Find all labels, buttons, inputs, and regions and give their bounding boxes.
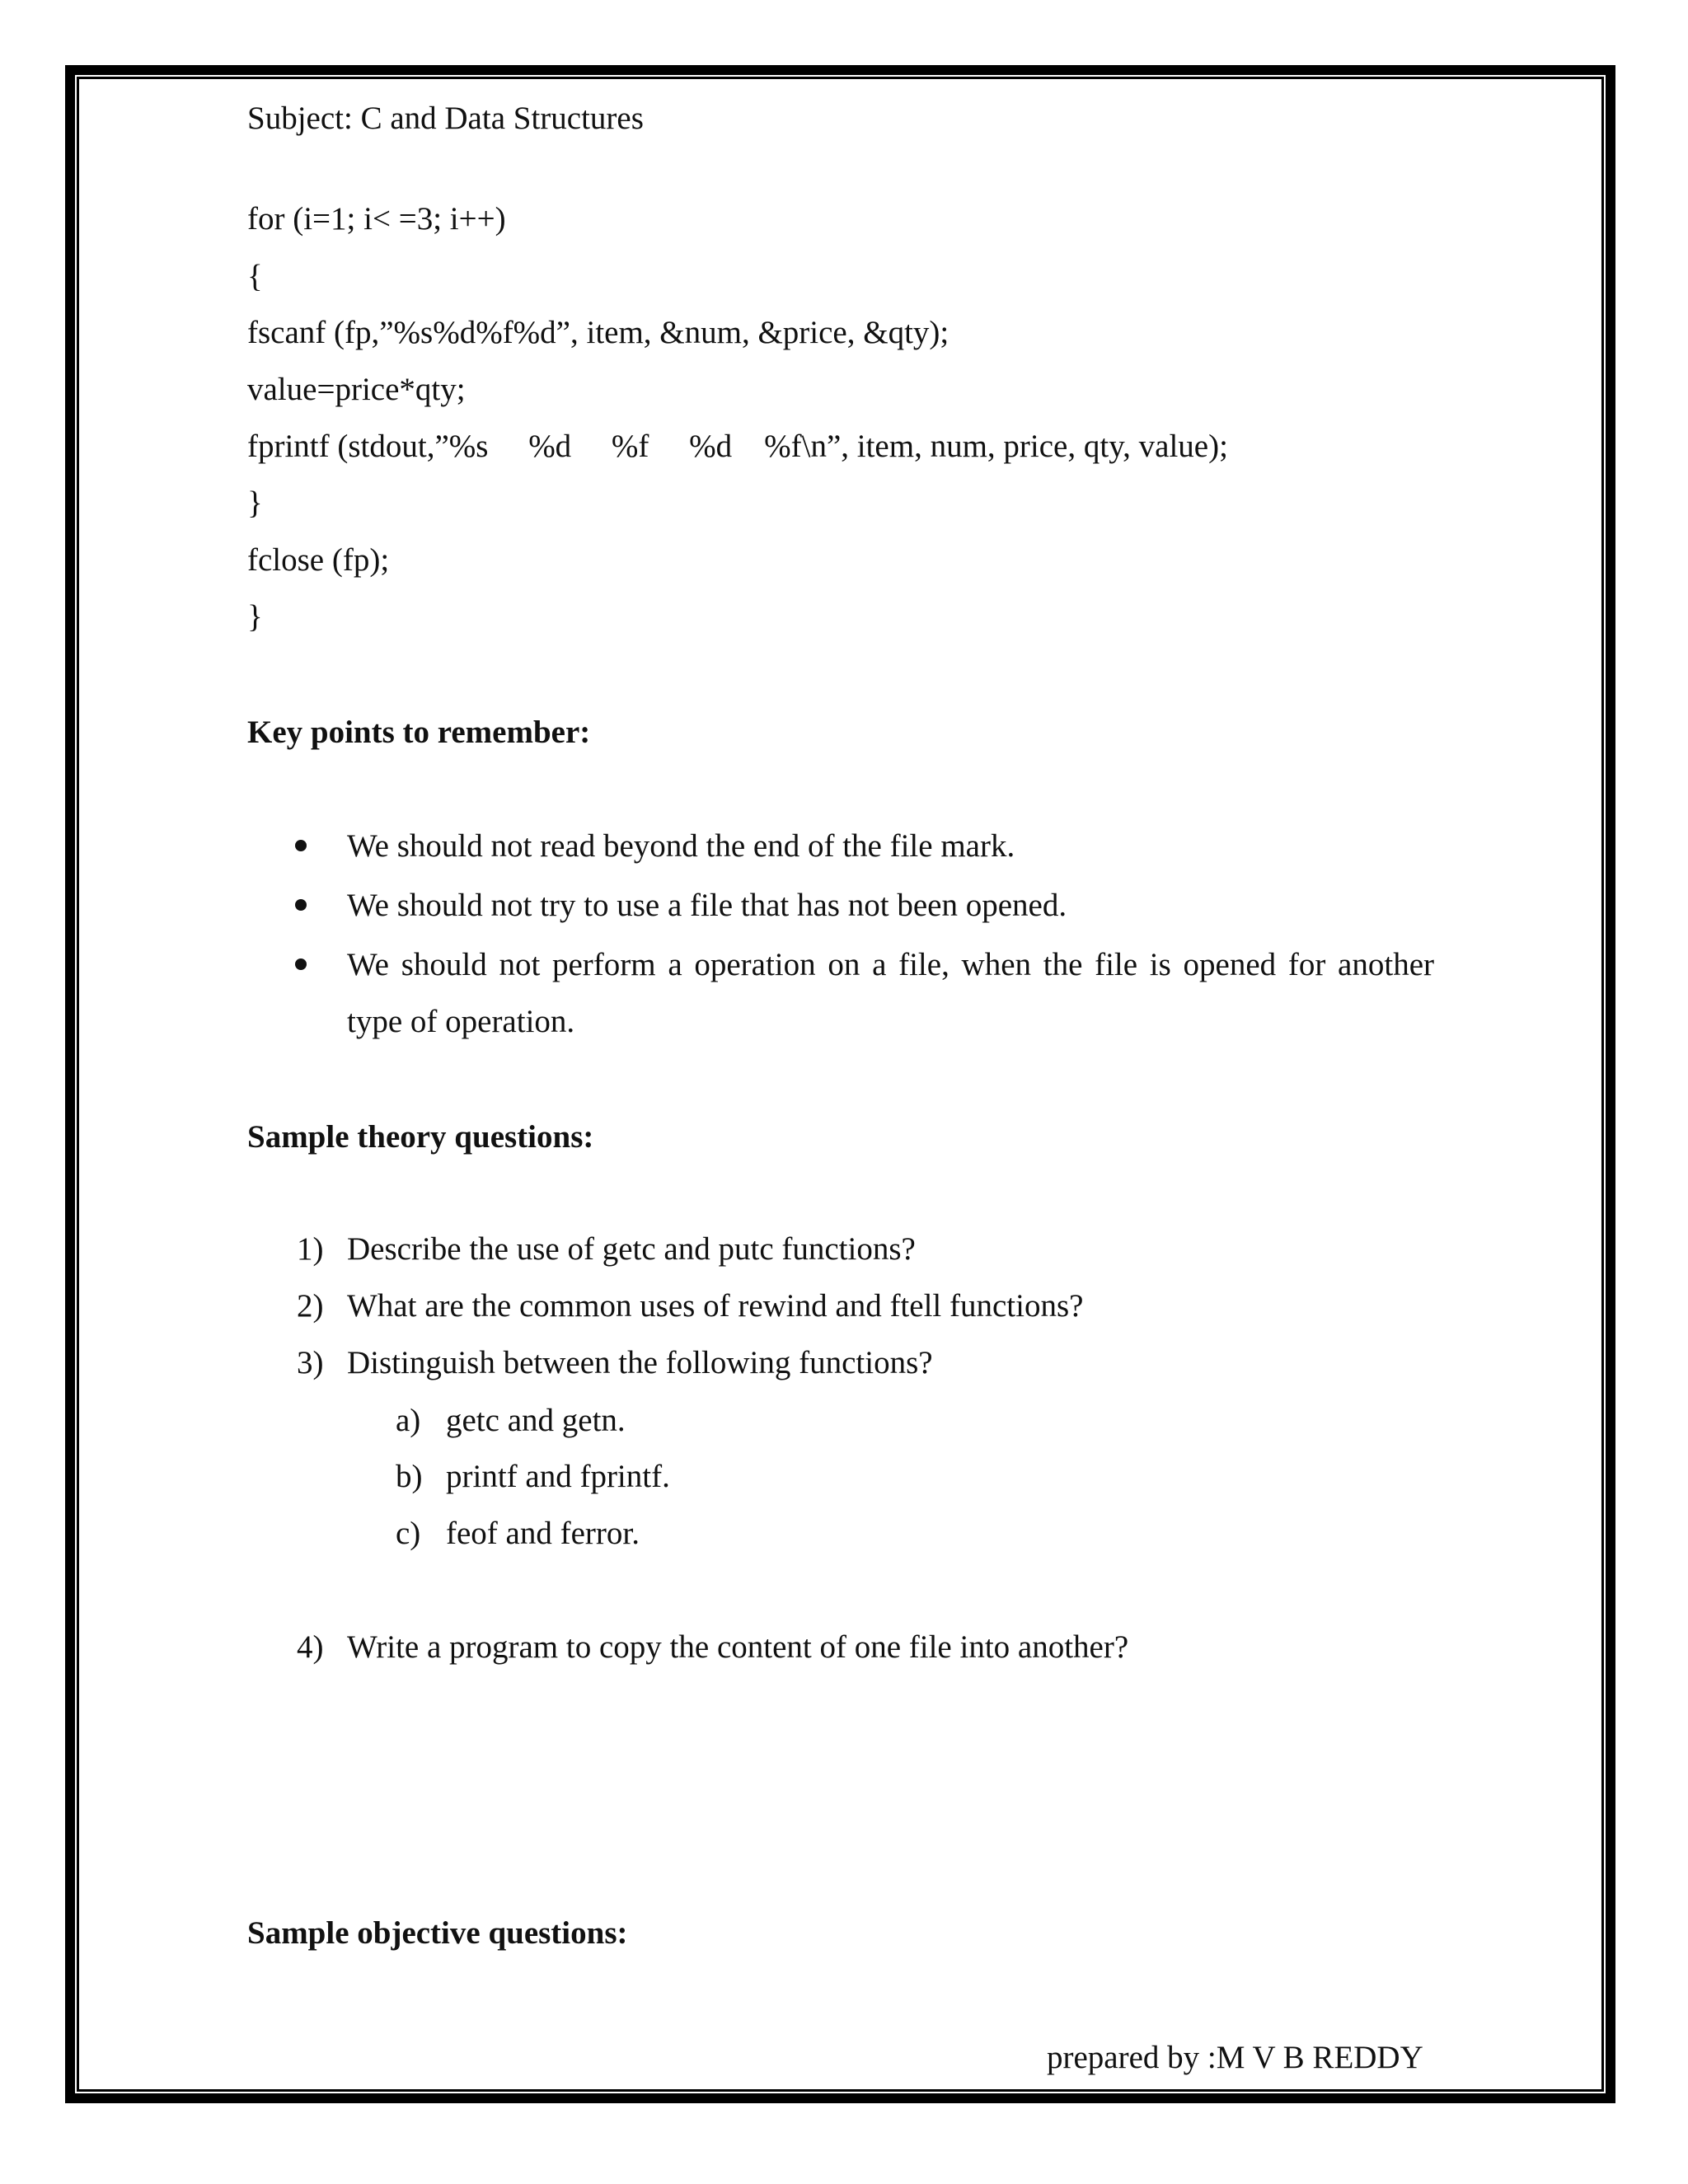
code-line: fprintf (stdout,”%s %d %f %d %f\n”, item, num, price, qty, value); xyxy=(247,429,1228,464)
question-number: 3) xyxy=(297,1345,324,1380)
code-line: fscanf (fp,”%s%d%f%d”, item, &num, &price, &qty); xyxy=(247,315,950,350)
bullet-icon xyxy=(295,840,307,851)
list-item: We should not read beyond the end of the file mark. xyxy=(347,828,1015,864)
list-item: We should not perform a operation on a file, when the file is opened for another xyxy=(347,947,1434,982)
code-line: { xyxy=(247,259,263,294)
bullet-icon xyxy=(295,958,307,970)
theory-heading: Sample theory questions: xyxy=(247,1119,594,1155)
question-text: What are the common uses of rewind and ftell functions? xyxy=(347,1288,1084,1324)
bullet-icon xyxy=(295,899,307,911)
subject-header: Subject: C and Data Structures xyxy=(247,101,644,136)
code-line: value=price*qty; xyxy=(247,372,466,407)
sub-item-text: getc and getn. xyxy=(446,1403,626,1438)
list-item-continuation: type of operation. xyxy=(347,1004,575,1039)
code-line: } xyxy=(247,599,263,635)
question-number: 1) xyxy=(297,1231,324,1267)
key-points-heading: Key points to remember: xyxy=(247,715,591,750)
code-line: } xyxy=(247,485,263,521)
question-text: Distinguish between the following functions? xyxy=(347,1345,933,1380)
code-line: for (i=1; i< =3; i++) xyxy=(247,201,506,237)
question-number: 4) xyxy=(297,1629,324,1665)
question-number: 2) xyxy=(297,1288,324,1324)
footer-credit: prepared by :M V B REDDY xyxy=(1047,2040,1423,2075)
code-line: fclose (fp); xyxy=(247,542,390,578)
sub-item-text: feof and ferror. xyxy=(446,1516,640,1551)
question-text: Write a program to copy the content of one file into another? xyxy=(347,1629,1129,1665)
sub-item-letter: a) xyxy=(396,1403,421,1438)
sub-item-letter: b) xyxy=(396,1459,423,1494)
question-text: Describe the use of getc and putc functions? xyxy=(347,1231,916,1267)
list-item: We should not try to use a file that has not been opened. xyxy=(347,888,1067,923)
sub-item-letter: c) xyxy=(396,1516,421,1551)
sub-item-text: printf and fprintf. xyxy=(446,1459,670,1494)
objective-heading: Sample objective questions: xyxy=(247,1915,628,1951)
